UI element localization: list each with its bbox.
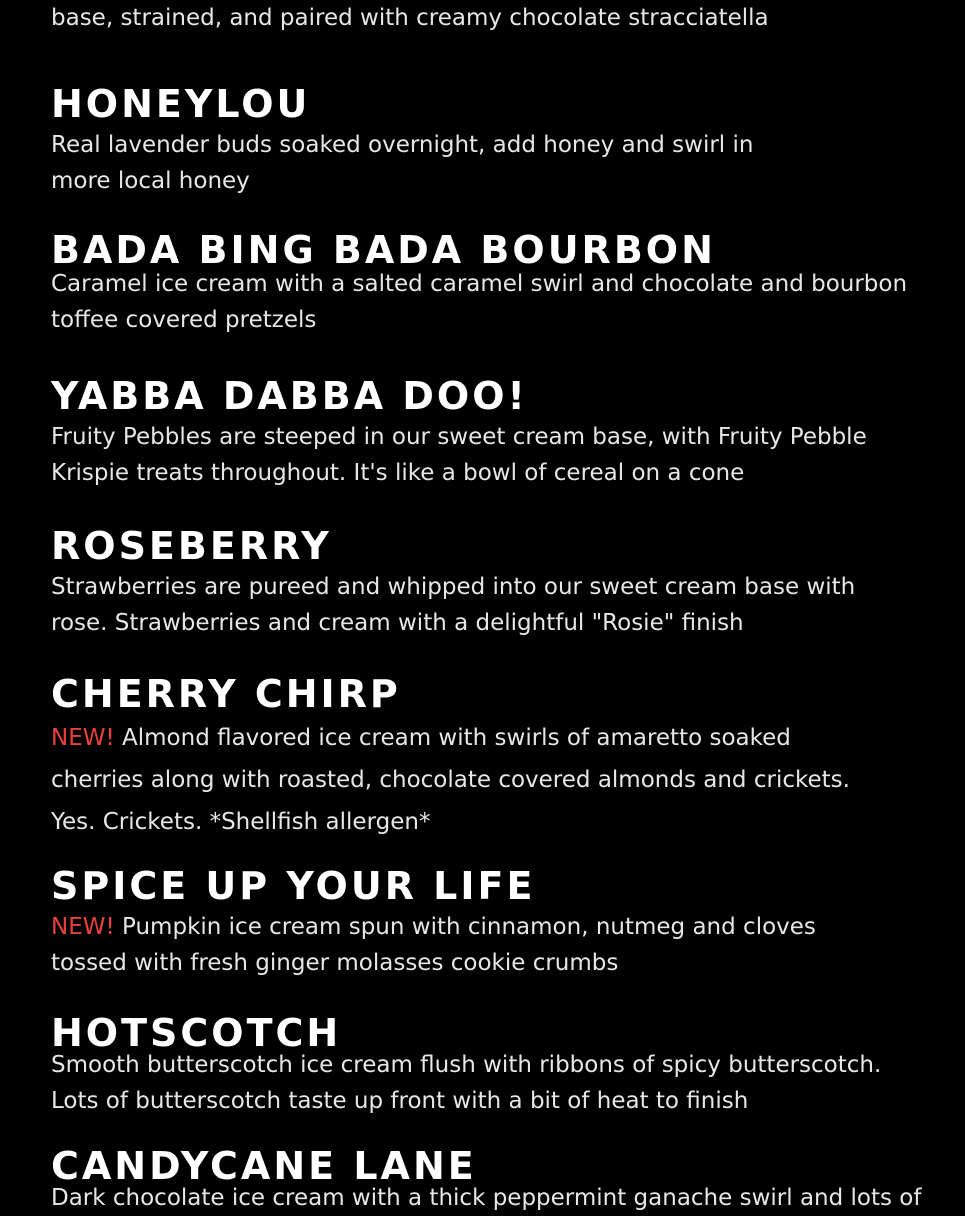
flavor-description [51,419,931,491]
flavor-item-roseberry [51,523,931,641]
flavor-title: YABBA DABBA DOO! [51,374,528,418]
flavor-description [51,1180,931,1216]
description-line [51,909,931,945]
description-line: Real lavender buds soaked overnight, add honey and swirl in [51,132,754,158]
flavor-description [51,127,931,199]
intro-description: base, strained, and paired with creamy chocolate stracciatella [51,5,769,31]
new-badge: NEW! [51,725,115,751]
description-line-text: Pumpkin ice cream spun with cinnamon, nutmeg and cloves [122,914,816,940]
flavor-description [51,909,931,981]
flavor-item-spice-up-your-life [51,863,931,981]
flavor-title: BADA BING BADA BOURBON [51,228,716,272]
description-line: Fruity Pebbles are steeped in our sweet cream base, with Fruity Pebble [51,424,867,450]
description-line: Krispie treats throughout. It's like a bowl of cereal on a cone [51,460,745,486]
flavor-title: SPICE UP YOUR LIFE [51,864,536,908]
flavor-title: HOTSCOTCH [51,1011,342,1055]
description-line: Yes. Crickets. *Shellfish allergen* [51,809,431,835]
description-line-text: Almond flavored ice cream with swirls of amaretto soaked [122,725,791,751]
flavor-description [51,266,931,338]
description-line: toffee covered pretzels [51,307,317,333]
flavor-description [51,717,931,843]
description-line: rose. Strawberries and cream with a delightful "Rosie" finish [51,610,744,636]
flavor-item-honeylou [51,81,931,199]
flavor-item-hotscotch [51,1010,931,1119]
description-line: Smooth butterscotch ice cream flush with ribbons of spicy butterscotch. [51,1052,882,1078]
flavor-description [51,569,931,641]
flavor-title: HONEYLOU [51,82,311,126]
flavor-description [51,1047,931,1119]
description-line: more local honey [51,168,250,194]
flavor-title: ROSEBERRY [51,524,332,568]
description-line: Strawberries are pureed and whipped into our sweet cream base with [51,574,856,600]
description-line: cherries along with roasted, chocolate covered almonds and crickets. [51,767,850,793]
flavor-item-candycane-lane [51,1143,931,1216]
description-line [51,717,931,759]
description-line: Lots of butterscotch taste up front with a bit of heat to finish [51,1088,749,1114]
flavor-title: CHERRY CHIRP [51,672,401,716]
flavor-item-yabba-dabba-doo [51,373,931,491]
description-line: Dark chocolate ice cream with a thick peppermint ganache swirl and lots of [51,1185,922,1211]
description-line: Caramel ice cream with a salted caramel swirl and chocolate and bourbon [51,271,908,297]
description-line: tossed with fresh ginger molasses cookie crumbs [51,950,619,976]
new-badge: NEW! [51,914,115,940]
flavor-item-cherry-chirp [51,671,931,843]
flavor-item-bada-bing-bada-bourbon [51,227,931,338]
flavor-title: CANDYCANE LANE [51,1144,477,1188]
